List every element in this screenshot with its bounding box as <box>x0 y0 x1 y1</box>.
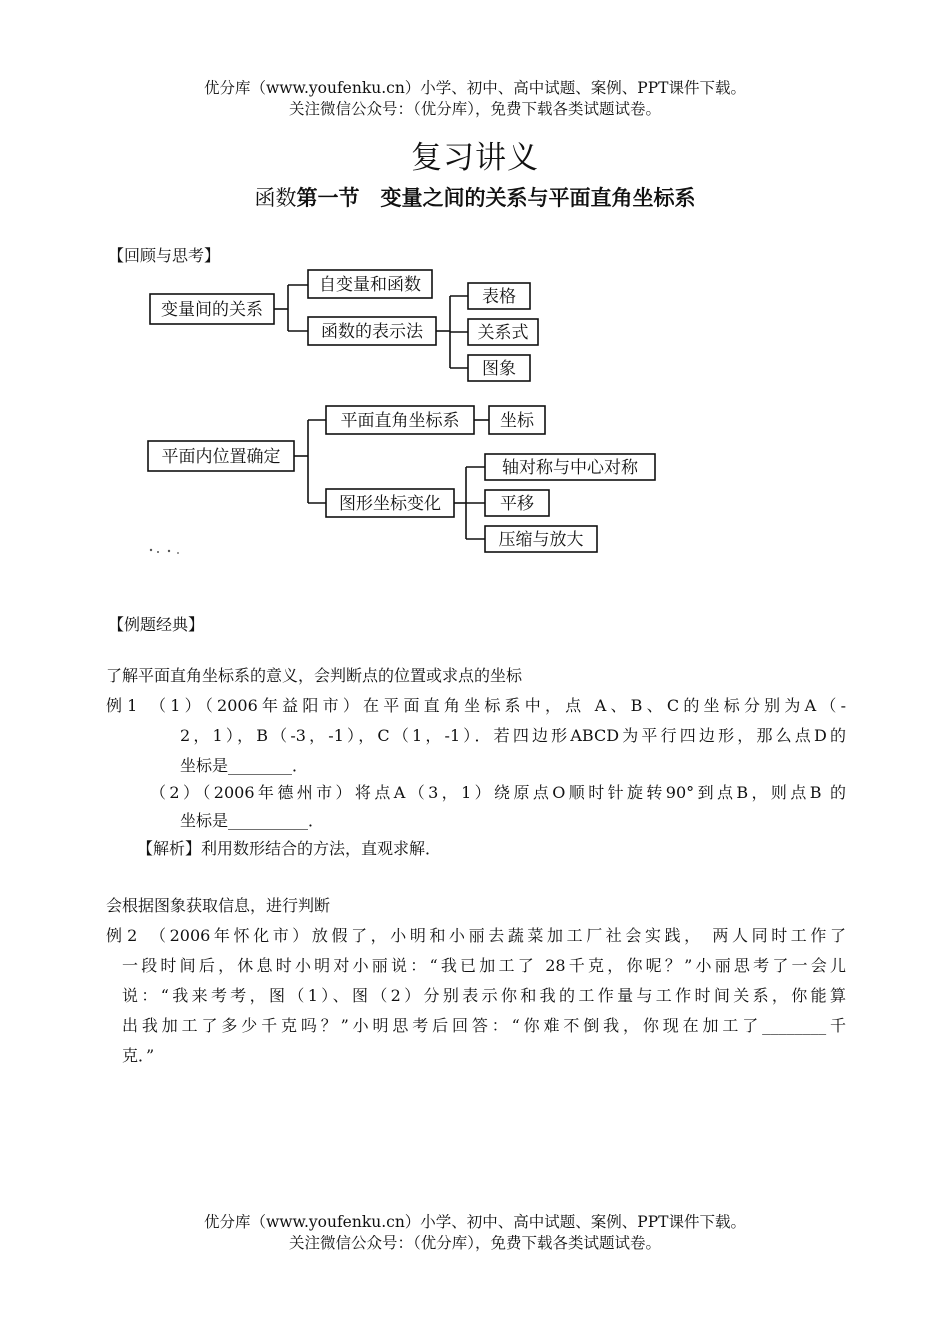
scan-specks <box>150 549 179 554</box>
diagram2-branch-label-1: 平面直角坐标系 <box>340 411 460 431</box>
example2-line5: 克．” <box>122 1046 155 1065</box>
diagram1-branch-label-1: 自变量和函数 <box>319 275 421 295</box>
diagram2-branch-label-2: 图形坐标变化 <box>339 494 441 514</box>
subtitle-prefix: 函数 <box>254 186 297 210</box>
topic-1: 了解平面直角坐标系的意义，会判断点的位置或求点的坐标 <box>106 666 523 685</box>
header-line-1: 优分库（www.youfenku.cn）小学、初中、高中试题、案例、PPT课件下载。 <box>203 79 747 97</box>
example2-line2: 一段时间后，休息时小明对小丽说：“我已加工了 28千克，你呢？”小丽思考了一会儿 <box>122 956 846 975</box>
footer-line-2: 关注微信公众号：（优分库），免费下载各类试题试卷。 <box>288 1234 661 1252</box>
concept-diagram-variables <box>0 0 950 600</box>
page-title: 复习讲义 <box>411 140 539 176</box>
header-line-2: 关注微信公众号：（优分库），免费下载各类试题试卷。 <box>288 100 661 118</box>
example2-line4: 出我加工了多少千克吗？”小明思考后回答：“你难不倒我，你现在加工了________千 <box>122 1016 846 1035</box>
example1-label: 例 1 <box>106 696 138 715</box>
example1-part1-line1: （1）（2006年益阳市）在平面直角坐标系中，点 A、B、C的坐标分别为A（- <box>150 696 846 715</box>
diagram1-root-label: 变量间的关系 <box>161 300 263 320</box>
diagram1-leaf-label-1: 表格 <box>482 287 516 307</box>
review-heading: 【回顾与思考】 <box>108 246 221 265</box>
example1-part2-line1: （2）（2006年德州市）将点A（3，1）绕原点O顺时针旋转90°到点B，则点B 的 <box>150 783 846 802</box>
diagram2-root-label: 平面内位置确定 <box>161 447 281 467</box>
example2-label: 例 2 <box>106 926 138 945</box>
example1-part1-line2: 2，1），B（-3，-1），C（1，-1）．若四边形ABCD为平行四边形，那么点D的 <box>180 726 846 745</box>
example2-line3: 说：“我来考考，图（1）、图（2）分别表示你和我的工作量与工作时间关系，你能算 <box>122 986 846 1005</box>
diagram1-branch-label-2: 函数的表示法 <box>321 322 423 342</box>
footer-line-1: 优分库（www.youfenku.cn）小学、初中、高中试题、案例、PPT课件下载。 <box>203 1213 747 1231</box>
diagram2-leaf-label-1: 轴对称与中心对称 <box>502 458 638 478</box>
diagram2-leaf-top-label: 坐标 <box>500 411 534 431</box>
diagram1-leaf-label-2: 关系式 <box>477 323 529 343</box>
example1-part2-line2: 坐标是__________． <box>180 811 325 830</box>
example1-part1-line3: 坐标是________． <box>180 756 309 775</box>
subtitle-bold: 第一节 变量之间的关系与平面直角坐标系 <box>296 186 696 210</box>
examples-heading: 【例题经典】 <box>108 615 205 634</box>
example2-line1: （2006年怀化市）放假了，小明和小丽去蔬菜加工厂社会实践， 两人同时工作了 <box>150 926 846 945</box>
example1-analysis: 【解析】利用数形结合的方法，直观求解． <box>137 839 442 858</box>
diagram2-leaf-label-2: 平移 <box>500 494 534 514</box>
topic-2: 会根据图象获取信息，进行判断 <box>106 896 331 915</box>
diagram1-leaf-label-3: 图象 <box>482 359 516 379</box>
diagram2-leaf-label-3: 压缩与放大 <box>498 530 584 550</box>
